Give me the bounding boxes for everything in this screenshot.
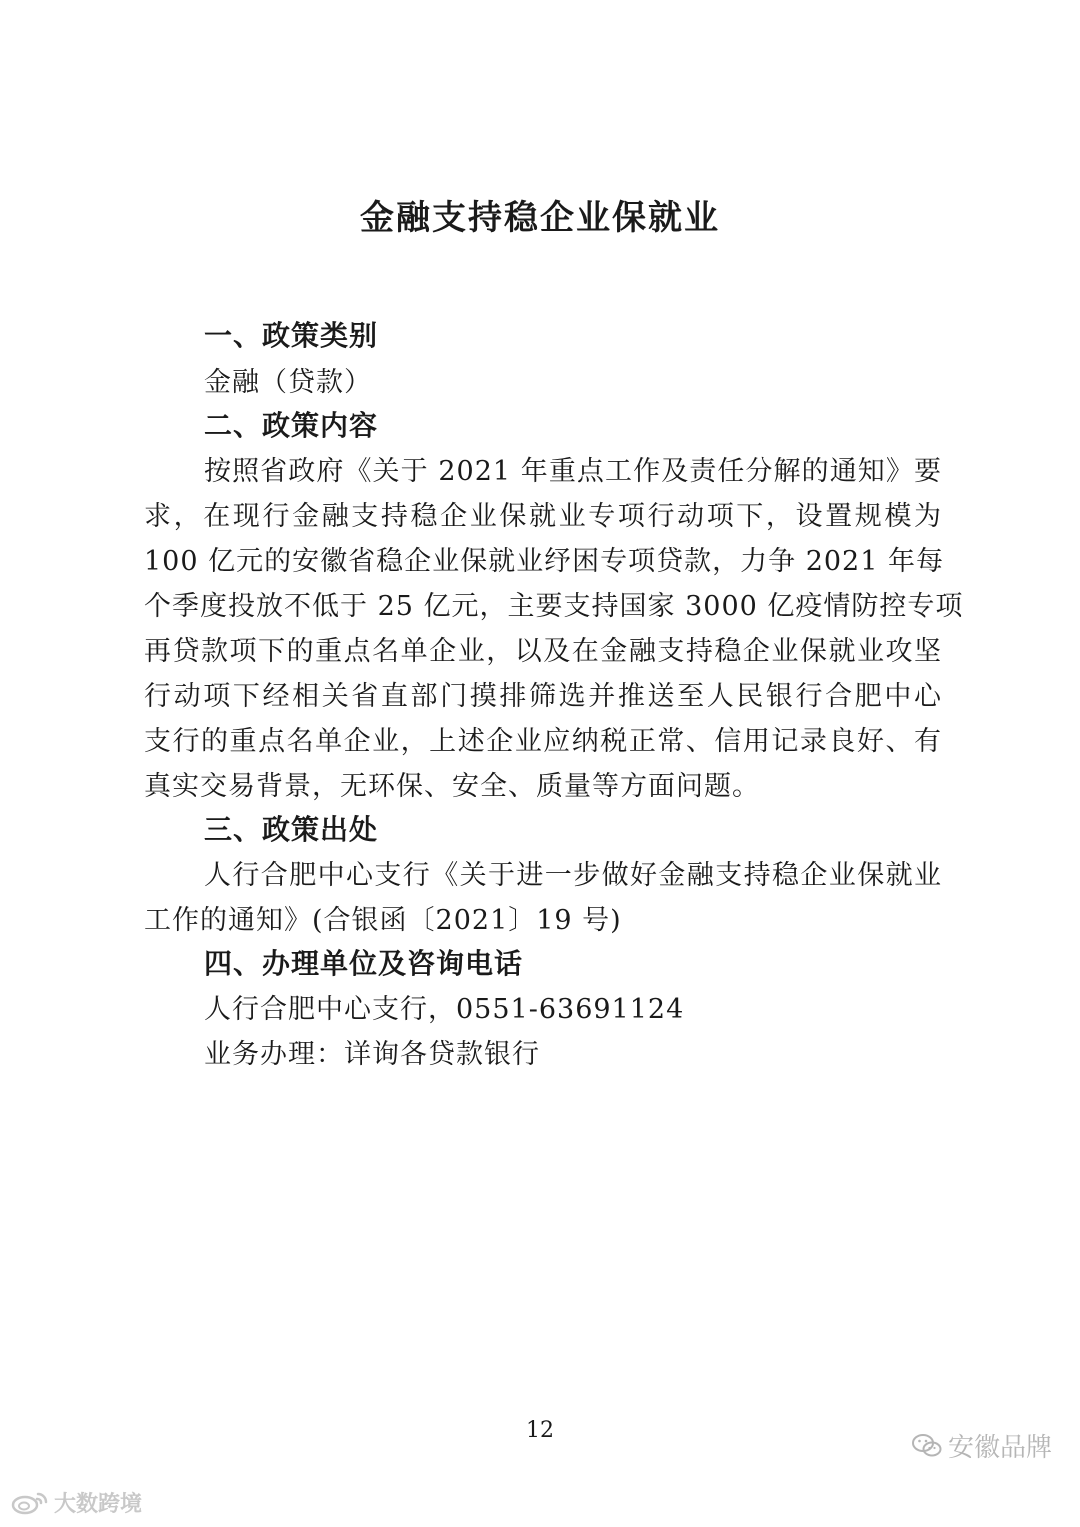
watermark-right-text: 安徽品牌 [947,1433,1052,1463]
policy-source-line: 人行合肥中心支行《关于进一步做好金融支持稳企业保就业 [204,860,942,891]
policy-content-line: 100 亿元的安徽省稳企业保就业纾困专项贷款，力争 2021 年每 [144,546,944,577]
policy-content-line: 再贷款项下的重点名单企业，以及在金融支持稳企业保就业攻坚 [144,636,942,667]
wechat-logo-icon [912,1433,942,1459]
watermark-weibo [10,1487,142,1518]
watermark-left-text: 大数跨境 [54,1492,143,1517]
page-number: 12 [526,1418,554,1443]
policy-content-line: 个季度投放不低于 25 亿元，主要支持国家 3000 亿疫情防控专项 [144,591,964,622]
section-heading-policy-source: 三、政策出处 [204,813,379,846]
policy-content-line: 支行的重点名单企业，上述企业应纳税正常、信用记录良好、有 [144,726,942,757]
section-heading-policy-category: 一、政策类别 [204,319,379,352]
section-heading-policy-content: 二、政策内容 [204,409,379,442]
contact-line: 业务办理：详询各贷款银行 [204,1039,540,1070]
policy-content-line: 行动项下经相关省直部门摸排筛选并推送至人民银行合肥中心 [144,681,942,712]
contact-line: 人行合肥中心支行，0551-63691124 [204,994,685,1025]
watermark-wechat [912,1427,1052,1464]
weibo-logo-icon [10,1490,50,1516]
policy-content-line: 真实交易背景，无环保、安全、质量等方面问题。 [144,771,760,802]
policy-content-line: 按照省政府《关于 2021 年重点工作及责任分解的通知》要 [204,456,942,487]
policy-category-text: 金融（贷款） [204,367,372,398]
policy-source-line: 工作的通知》(合银函〔2021〕19 号) [144,905,622,936]
section-heading-contact: 四、办理单位及咨询电话 [204,947,524,980]
page-title: 金融支持稳企业保就业 [360,198,720,238]
policy-content-line: 求，在现行金融支持稳企业保就业专项行动项下，设置规模为 [144,501,942,532]
